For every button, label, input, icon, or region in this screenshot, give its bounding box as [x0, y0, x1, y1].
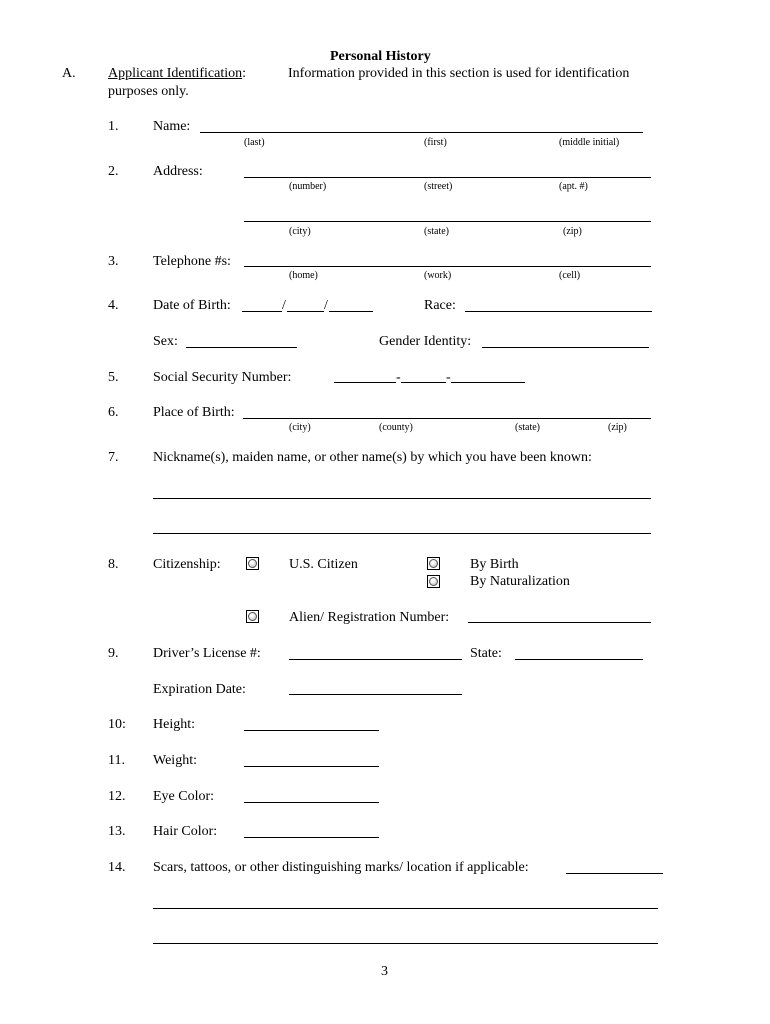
license-state-label: State: [470, 646, 502, 661]
height-label: Height: [153, 717, 195, 732]
scars-label: Scars, tattoos, or other distinguishing marks/ location if applicable: [153, 860, 529, 875]
item-number: 5. [108, 370, 119, 385]
section-colon: : [242, 66, 247, 81]
telephone-field[interactable] [244, 266, 651, 267]
item-number: 8. [108, 557, 119, 572]
alien-radio[interactable] [246, 610, 259, 623]
address-label: Address: [153, 164, 203, 179]
name-sublabel-last: (last) [244, 137, 265, 148]
name-field[interactable] [200, 132, 643, 133]
ssn-label: Social Security Number: [153, 370, 292, 385]
item-number: 12. [108, 789, 126, 804]
ssn-part2-field[interactable] [401, 382, 446, 383]
section-description-continued: purposes only. [108, 84, 189, 99]
hair-color-label: Hair Color: [153, 824, 218, 839]
birthplace-label: Place of Birth: [153, 405, 235, 420]
race-field[interactable] [465, 311, 652, 312]
item-number: 9. [108, 646, 119, 661]
us-citizen-radio[interactable] [246, 557, 259, 570]
citizenship-label: Citizenship: [153, 557, 221, 572]
race-label: Race: [424, 298, 456, 313]
dob-year-field[interactable] [329, 311, 373, 312]
by-birth-radio[interactable] [427, 557, 440, 570]
item-number: 6. [108, 405, 119, 420]
item-number: 7. [108, 450, 119, 465]
ssn-part3-field[interactable] [451, 382, 525, 383]
scars-field[interactable] [566, 873, 663, 874]
nicknames-field-line-1[interactable] [153, 498, 651, 499]
section-name: Applicant Identification [108, 66, 243, 81]
sex-label: Sex: [153, 334, 178, 349]
birthplace-sublabel-state: (state) [515, 422, 540, 433]
dob-label: Date of Birth: [153, 298, 231, 313]
sex-field[interactable] [186, 347, 297, 348]
alien-registration-label: Alien/ Registration Number: [289, 610, 450, 625]
license-label: Driver’s License #: [153, 646, 261, 661]
hair-color-field[interactable] [244, 837, 379, 838]
birthplace-sublabel-county: (county) [379, 422, 413, 433]
by-naturalization-label: By Naturalization [470, 574, 570, 589]
name-label: Name: [153, 119, 191, 134]
address-sublabel-state: (state) [424, 226, 449, 237]
ssn-separator: - [396, 370, 401, 385]
section-letter: A. [62, 66, 76, 81]
expiration-field[interactable] [289, 694, 462, 695]
telephone-sublabel-home: (home) [289, 270, 318, 281]
ssn-separator: - [446, 370, 451, 385]
item-number: 10: [108, 717, 126, 732]
expiration-label: Expiration Date: [153, 682, 246, 697]
telephone-sublabel-work: (work) [424, 270, 452, 281]
nicknames-label: Nickname(s), maiden name, or other name(s) by which you have been known: [153, 450, 592, 465]
item-number: 11. [108, 753, 125, 768]
page-title: Personal History [330, 49, 431, 64]
name-sublabel-first: (first) [424, 137, 447, 148]
item-number: 13. [108, 824, 126, 839]
alien-registration-field[interactable] [468, 622, 651, 623]
us-citizen-label: U.S. Citizen [289, 557, 358, 572]
gender-identity-field[interactable] [482, 347, 649, 348]
item-number: 2. [108, 164, 119, 179]
page-number: 3 [381, 964, 388, 979]
address-sublabel-number: (number) [289, 181, 327, 192]
dob-day-field[interactable] [287, 311, 324, 312]
section-description: Information provided in this section is used for identification [288, 66, 630, 81]
telephone-label: Telephone #s: [153, 254, 231, 269]
address-city-field[interactable] [244, 221, 651, 222]
birthplace-field[interactable] [243, 418, 651, 419]
dob-separator: / [324, 298, 328, 313]
dob-separator: / [282, 298, 286, 313]
section-heading [108, 66, 246, 82]
birthplace-sublabel-zip: (zip) [608, 422, 627, 433]
birthplace-sublabel-city: (city) [289, 422, 311, 433]
address-sublabel-city: (city) [289, 226, 311, 237]
eye-color-field[interactable] [244, 802, 379, 803]
scars-field-line-2[interactable] [153, 908, 658, 909]
address-sublabel-apt: (apt. #) [559, 181, 588, 192]
name-sublabel-middle: (middle initial) [559, 137, 620, 148]
license-state-field[interactable] [515, 659, 643, 660]
eye-color-label: Eye Color: [153, 789, 215, 804]
by-birth-label: By Birth [470, 557, 519, 572]
item-number: 1. [108, 119, 119, 134]
telephone-sublabel-cell: (cell) [559, 270, 581, 281]
item-number: 14. [108, 860, 126, 875]
address-sublabel-street: (street) [424, 181, 453, 192]
scars-field-line-3[interactable] [153, 943, 658, 944]
address-sublabel-zip: (zip) [563, 226, 582, 237]
weight-field[interactable] [244, 766, 379, 767]
address-street-field[interactable] [244, 177, 651, 178]
nicknames-field-line-2[interactable] [153, 533, 651, 534]
item-number: 3. [108, 254, 119, 269]
height-field[interactable] [244, 730, 379, 731]
weight-label: Weight: [153, 753, 197, 768]
ssn-part1-field[interactable] [334, 382, 396, 383]
license-number-field[interactable] [289, 659, 462, 660]
by-naturalization-radio[interactable] [427, 575, 440, 588]
item-number: 4. [108, 298, 119, 313]
gender-identity-label: Gender Identity: [379, 334, 472, 349]
dob-month-field[interactable] [242, 311, 282, 312]
